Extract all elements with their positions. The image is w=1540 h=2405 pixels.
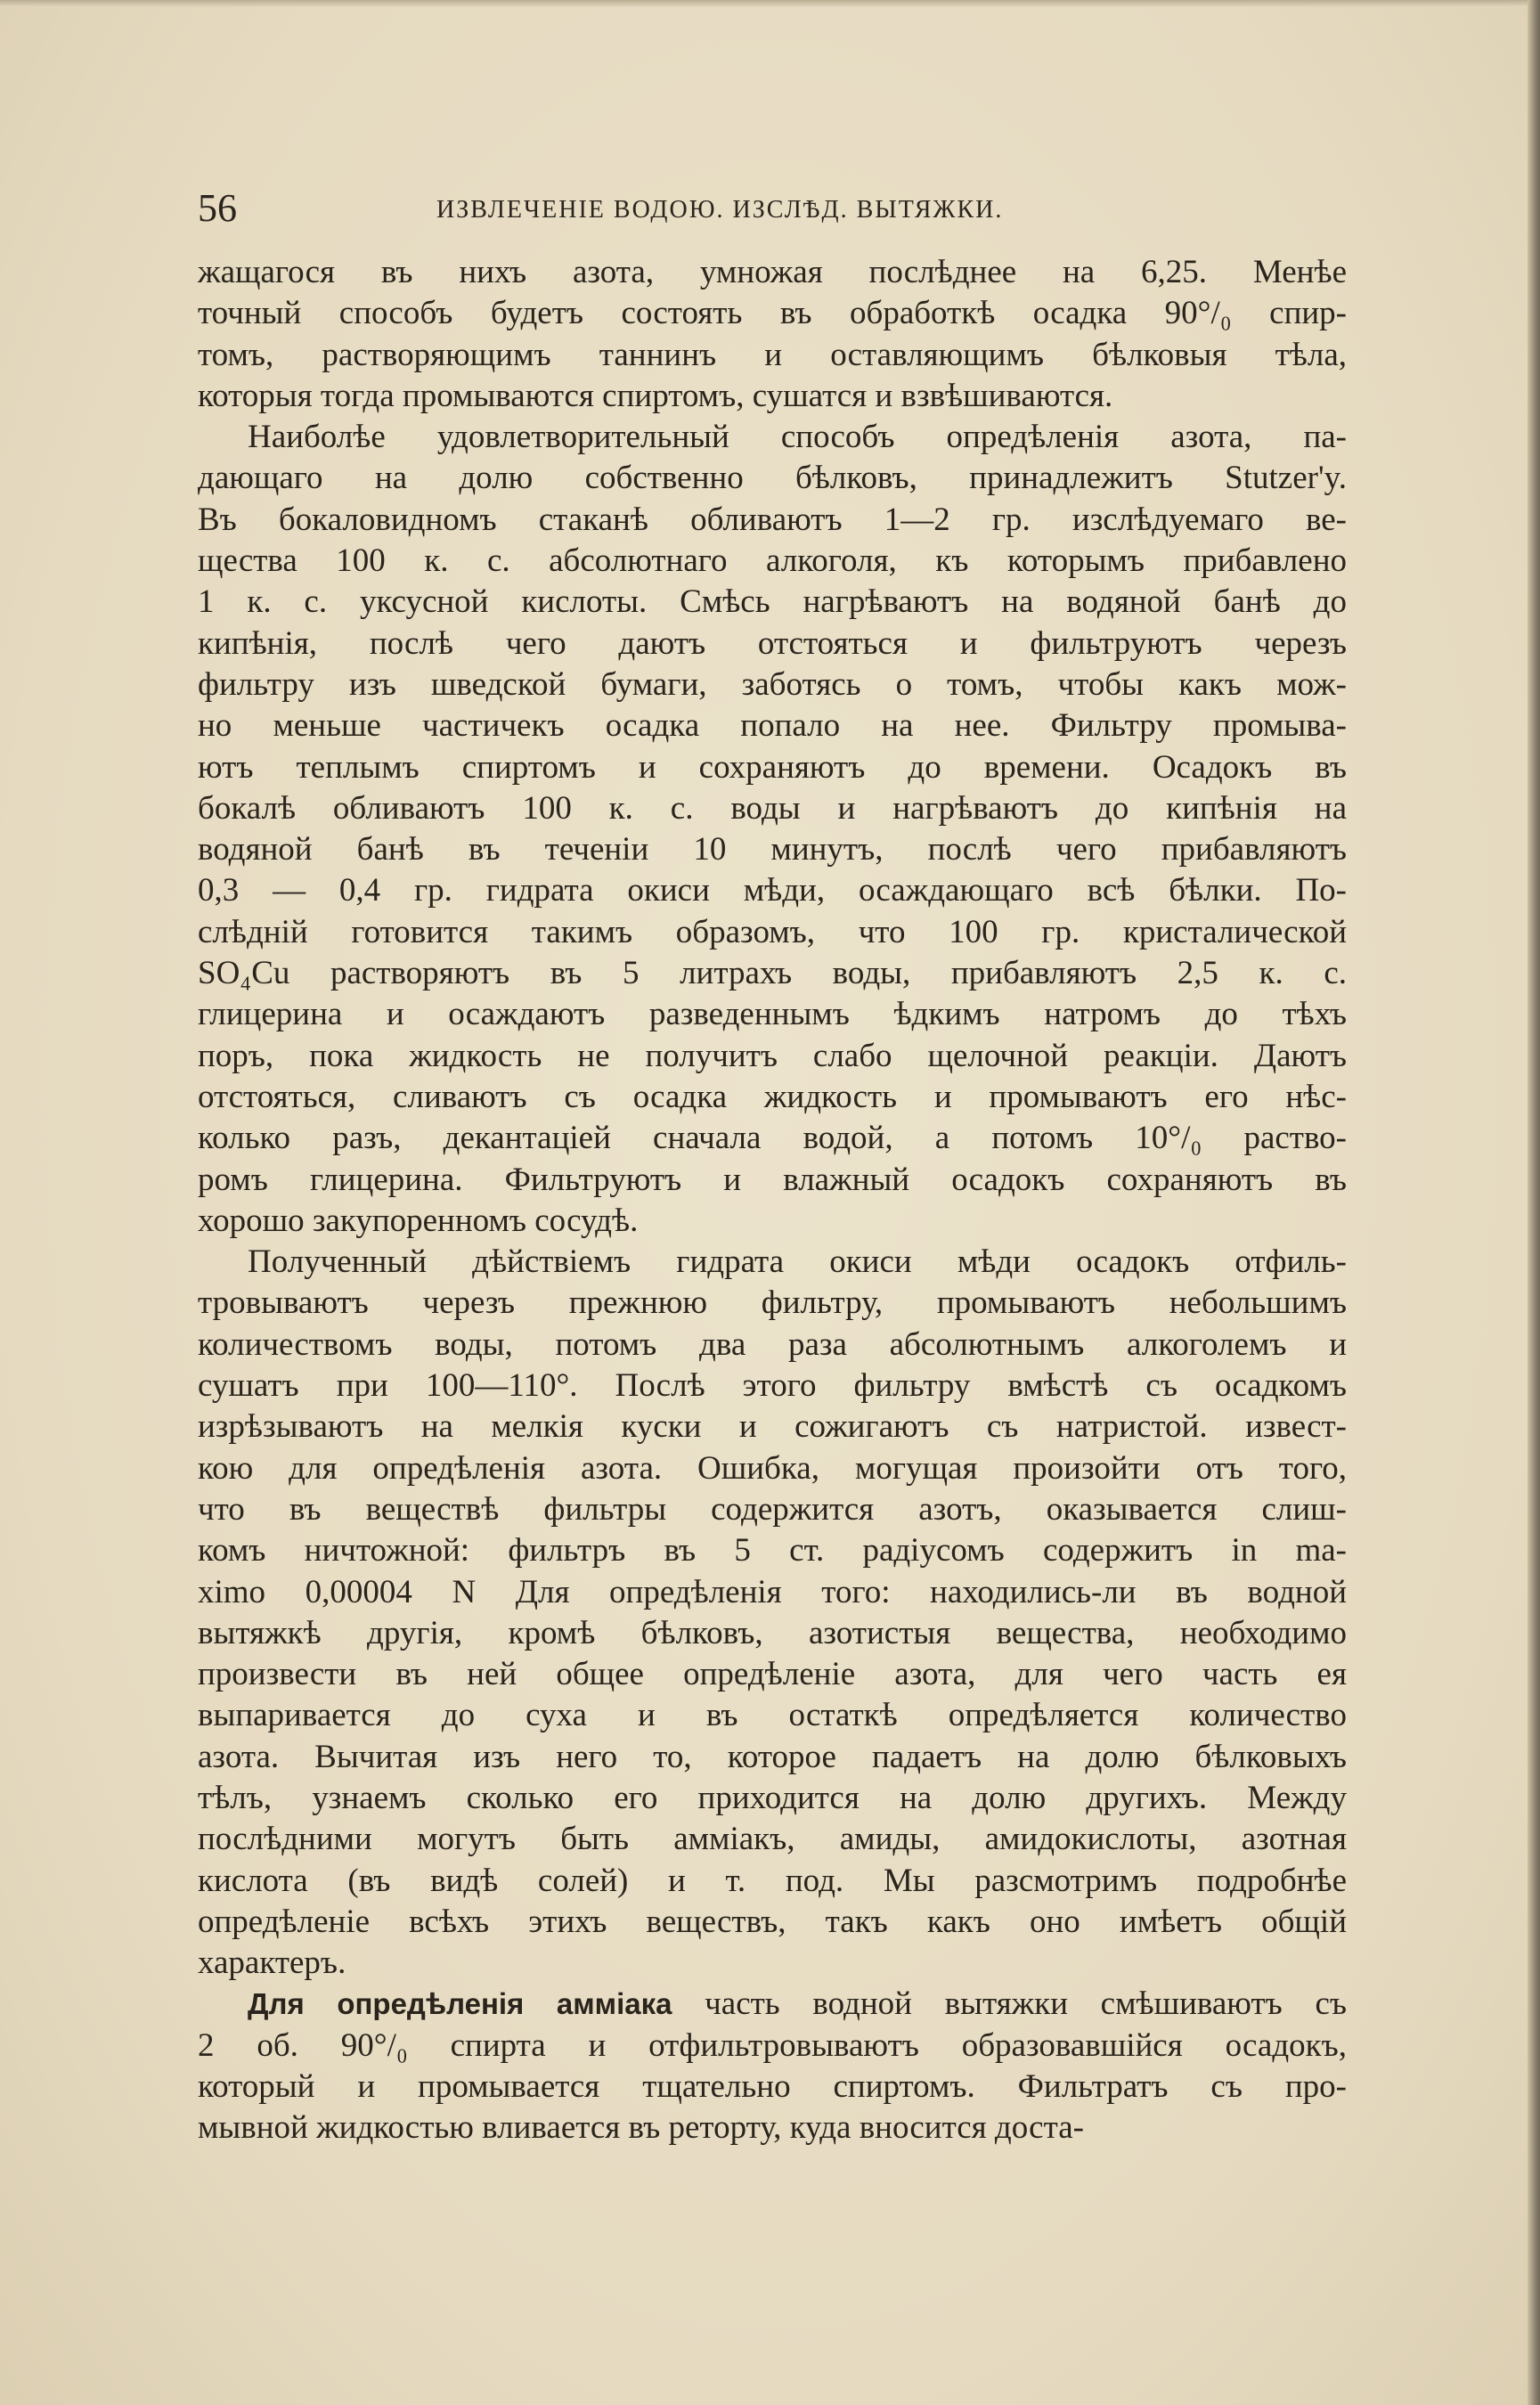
text-line: жащагося въ нихъ азота, умножая послѣднее на 6,25. Менѣе xyxy=(198,254,1347,290)
text-line: Наиболѣе удовлетворительный способъ опредѣленія азота, па- xyxy=(248,419,1347,456)
text-line: которыя тогда промываются спиртомъ, сушатся и взвѣшиваются. xyxy=(198,377,1113,414)
text-line: сушатъ при 100—110°. Послѣ этого фильтру вмѣстѣ съ осадкомъ xyxy=(198,1367,1347,1405)
text-line: ромъ глицерина. Фильтруютъ и влажный осадокъ сохраняютъ въ xyxy=(198,1161,1347,1198)
page-header xyxy=(198,185,1347,232)
text-line: характеръ. xyxy=(198,1944,346,1982)
paragraph-3 xyxy=(198,1242,1347,1984)
text-line: азота. Вычитая изъ него то, которое падаетъ на долю бѣлковыхъ xyxy=(198,1738,1347,1775)
text-line: слѣдній готовится такимъ образомъ, что 100 гр. кристалической xyxy=(198,913,1347,950)
text-line: но меньше частичекъ осадка попало на нее. Фильтру промыва- xyxy=(198,707,1347,745)
text-line: тѣлъ, узнаемъ сколько его приходится на долю другихъ. Между xyxy=(198,1779,1347,1816)
text-line: щества 100 к. с. абсолютнаго алкоголя, къ которымъ прибавлено xyxy=(198,542,1347,580)
paragraph-4 xyxy=(198,1984,1347,2148)
text-line: тровываютъ черезъ прежнюю фильтру, промываютъ небольшимъ xyxy=(198,1284,1347,1322)
text-line: SO₄Cu растворяютъ въ 5 литрахъ воды, прибавляютъ 2,5 к. с. xyxy=(198,955,1347,992)
text-line: выпаривается до суха и въ остаткѣ опредѣляется количество xyxy=(198,1697,1347,1734)
text-line: ютъ теплымъ спиртомъ и сохраняютъ до времени. Осадокъ въ xyxy=(198,748,1347,786)
text-line: 0,3 — 0,4 гр. гидрата окиси мѣди, осаждающаго всѣ бѣлки. По- xyxy=(198,872,1347,909)
page-right-edge xyxy=(1528,0,1540,2405)
text-line: количествомъ воды, потомъ два раза абсолютнымъ алкоголемъ и xyxy=(198,1325,1347,1363)
text-line: Для опредѣленія амміака часть водной вытяжки смѣшиваютъ съ xyxy=(248,1985,1347,2023)
text-line: кипѣнія, послѣ чего даютъ отстояться и фильтруютъ черезъ xyxy=(198,624,1347,662)
text-line: фильтру изъ шведской бумаги, заботясь о томъ, чтобы какъ мож- xyxy=(198,665,1347,703)
text-line: хорошо закупоренномъ сосудѣ. xyxy=(198,1202,639,1239)
text-line: водяной банѣ въ теченіи 10 минутъ, послѣ чего прибавляютъ xyxy=(198,831,1347,868)
text-line: мывной жидкостью вливается въ реторту, куда вносится доста- xyxy=(198,2109,1084,2147)
text-line: который и промывается тщательно спиртомъ. Фильтратъ съ про- xyxy=(198,2068,1347,2106)
text-line: изрѣзываютъ на мелкія куски и сожигаютъ съ натристой. извест- xyxy=(198,1408,1347,1446)
text-line: 1 к. с. уксусной кислоты. Смѣсь нагрѣваютъ на водяной банѣ до xyxy=(198,583,1347,621)
text-line: колько разъ, декантаціей сначала водой, а потомъ 10°/₀ раство- xyxy=(198,1120,1347,1157)
text-line: вытяжкѣ другія, кромѣ бѣлковъ, азотистыя вещества, необходимо xyxy=(198,1614,1347,1651)
paragraph-2 xyxy=(198,417,1347,1242)
text-line: комъ ничтожной: фильтръ въ 5 ст. радіусомъ содержитъ in ma- xyxy=(198,1532,1347,1569)
text-line: поръ, пока жидкость не получитъ слабо щелочной реакціи. Даютъ xyxy=(198,1037,1347,1074)
text-line: 2 об. 90°/₀ спирта и отфильтровываютъ образовавшійся осадокъ, xyxy=(198,2026,1347,2064)
text-line: кислота (въ видѣ солей) и т. под. Мы разсмотримъ подробнѣе xyxy=(198,1862,1347,1899)
text-line: Въ бокаловидномъ стаканѣ обливаютъ 1—2 гр. изслѣдуемаго ве- xyxy=(198,501,1347,538)
page-top-edge xyxy=(0,0,1540,7)
text-line: дающаго на долю собственно бѣлковъ, принадлежитъ Stutzer'y. xyxy=(198,460,1347,497)
text-line: произвести въ ней общее опредѣленіе азота, для чего часть ея xyxy=(198,1656,1347,1693)
text-line: опредѣленіе всѣхъ этихъ веществъ, такъ какъ оно имѣетъ общій xyxy=(198,1903,1347,1940)
paragraph-1 xyxy=(198,252,1347,417)
text-line: отстояться, сливаютъ съ осадка жидкость и промываютъ его нѣс- xyxy=(198,1078,1347,1115)
page-number: 56 xyxy=(198,186,237,230)
text-line: послѣдними могутъ быть амміакъ, амиды, амидокислоты, азотная xyxy=(198,1821,1347,1858)
body-text xyxy=(198,252,1347,2149)
text-line: глицерина и осаждаютъ разведеннымъ ѣдкимъ натромъ до тѣхъ xyxy=(198,996,1347,1033)
text-line: что въ веществѣ фильтры содержится азотъ, оказывается слиш- xyxy=(198,1490,1347,1528)
text-line: Полученный дѣйствіемъ гидрата окиси мѣди осадокъ отфиль- xyxy=(248,1243,1347,1281)
text-line: кою для опредѣленія азота. Ошибка, могущая произойти отъ того, xyxy=(198,1449,1347,1487)
bold-heading: Для опредѣленія амміака xyxy=(248,1987,672,2021)
text-line: томъ, растворяющимъ таннинъ и оставляющимъ бѣлковыя тѣла, xyxy=(198,336,1347,373)
running-head: ИЗВЛЕЧЕНІЕ ВОДОЮ. ИЗСЛѢД. ВЫТЯЖКИ. xyxy=(436,196,1004,224)
text-line: бокалѣ обливаютъ 100 к. с. воды и нагрѣваютъ до кипѣнія на xyxy=(198,789,1347,827)
text-line: ximo 0,00004 N Для опредѣленія того: находились-ли въ водной xyxy=(198,1573,1347,1610)
text-line: точный способъ будетъ состоять въ обработкѣ осадка 90°/₀ спир- xyxy=(198,295,1347,332)
